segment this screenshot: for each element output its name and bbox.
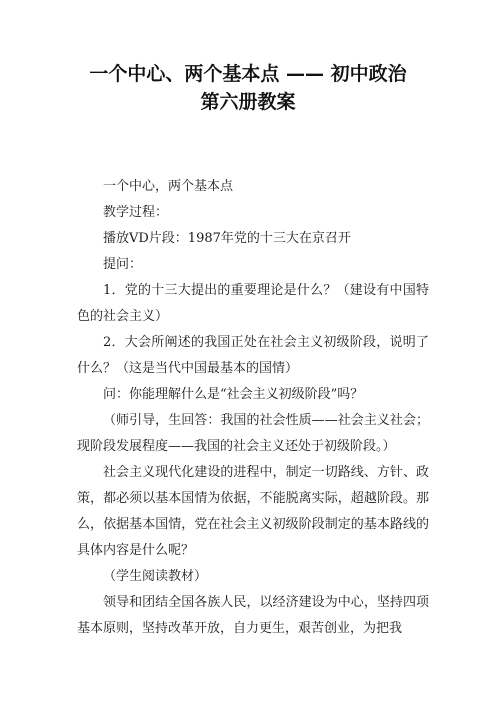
paragraph-line-content: 领导和团结全国各族人民，以经济建设为中心，坚持四项基本原则，坚持改革开放，自力更生，艰苦创业，为把我 <box>77 595 429 636</box>
paragraph-basic-line: 社会主义现代化建设的进程中，制定一切路线、方针、政策，都必须以基本国情为依据，不能脱离实际，超越阶段。那么，依据基本国情，党在社会主义初级阶段制定的基本路线的具体内容是什么呢？ <box>77 465 429 558</box>
document-title-line-2: 第六册教案 <box>200 91 296 113</box>
paragraph-question-1: 1．党的十三大提出的重要理论是什么？（建设有中国特色的社会主义） <box>77 283 429 324</box>
document-body <box>77 174 429 642</box>
paragraph-student-reading: （学生阅读教材） <box>103 569 208 584</box>
paragraph-guidance: （师引导，生回答：我国的社会性质——社会主义社会；现阶段发展程度——我国的社会主义还处于初级阶段。） <box>77 413 429 454</box>
paragraph-question-2: 2．大会所阐述的我国正处在社会主义初级阶段，说明了什么？（这是当代中国最基本的国情） <box>77 335 429 376</box>
paragraph-teaching-process: 教学过程： <box>103 205 169 220</box>
document-title-line-1: 一个中心、两个基本点 —— 初中政治 <box>89 63 407 85</box>
paragraph-video: 播放VD片段：1987年党的十三大在京召开 <box>103 231 351 246</box>
paragraph-question-label: 提问： <box>103 257 143 272</box>
paragraph-topic: 一个中心，两个基本点 <box>103 179 234 194</box>
paragraph-question-3: 问：你能理解什么是“社会主义初级阶段”吗？ <box>103 387 364 402</box>
